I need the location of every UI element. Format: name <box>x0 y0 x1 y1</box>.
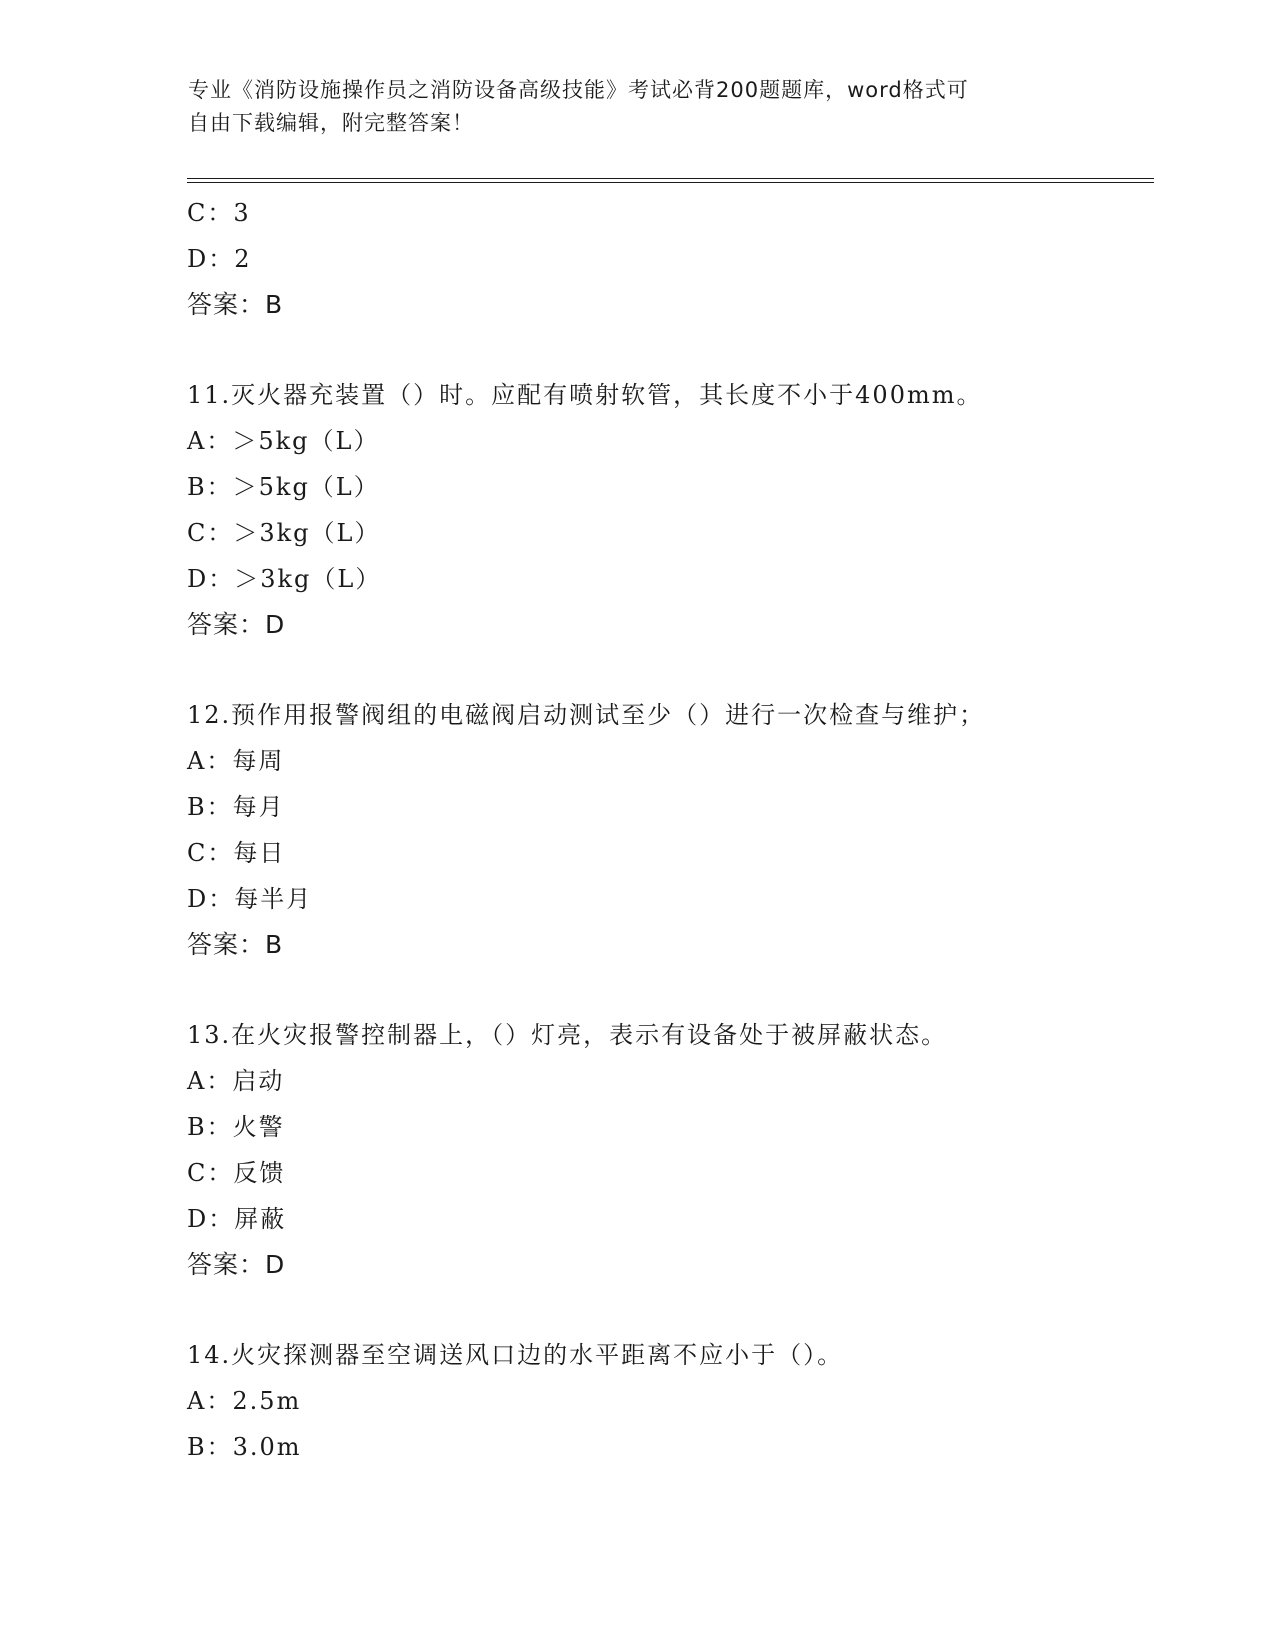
option-c: C：3 <box>187 199 251 227</box>
option-a: A：＞5kg（L） <box>187 427 380 455</box>
answer-line: 答案：B <box>187 930 284 959</box>
option-c: C：反馈 <box>187 1159 286 1187</box>
question-12 <box>187 692 1147 968</box>
option-a: A：2.5m <box>187 1387 302 1415</box>
header-line-2: 自由下载编辑，附完整答案！ <box>188 111 474 135</box>
question-14 <box>187 1332 1147 1470</box>
question-13 <box>187 1012 1147 1288</box>
option-d: D：＞3kg（L） <box>187 565 382 593</box>
option-b: B：火警 <box>187 1113 285 1141</box>
option-c: C：＞3kg（L） <box>187 519 381 547</box>
option-d: D：屏蔽 <box>187 1205 287 1233</box>
previous-question-tail <box>187 190 1147 328</box>
option-a: A：每周 <box>187 747 285 775</box>
question-list <box>187 190 1147 1470</box>
option-d: D：每半月 <box>187 885 313 913</box>
question-11 <box>187 372 1147 648</box>
option-b: B：每月 <box>187 793 285 821</box>
option-b: B：＞5kg（L） <box>187 473 380 501</box>
header-rule-top <box>187 178 1154 179</box>
question-stem: 11.灭火器充装置（）时。应配有喷射软管，其长度不小于400mm。 <box>187 381 983 409</box>
option-c: C：每日 <box>187 839 286 867</box>
document-header <box>188 74 1088 140</box>
option-b: B：3.0m <box>187 1433 302 1461</box>
question-stem: 12.预作用报警阀组的电磁阀启动测试至少（）进行一次检查与维护； <box>187 701 986 729</box>
header-rule-bottom <box>187 182 1154 183</box>
option-d: D：2 <box>187 245 252 273</box>
answer-line: 答案：D <box>187 1250 286 1279</box>
option-a: A：启动 <box>187 1067 285 1095</box>
question-stem: 14.火灾探测器至空调送风口边的水平距离不应小于（）。 <box>187 1341 844 1369</box>
header-line-1: 专业《消防设施操作员之消防设备高级技能》考试必背200题题库，word格式可 <box>188 78 969 102</box>
answer-line: 答案：D <box>187 610 286 639</box>
question-stem: 13.在火灾报警控制器上，（）灯亮，表示有设备处于被屏蔽状态。 <box>187 1021 948 1049</box>
answer-line: 答案：B <box>187 290 284 319</box>
